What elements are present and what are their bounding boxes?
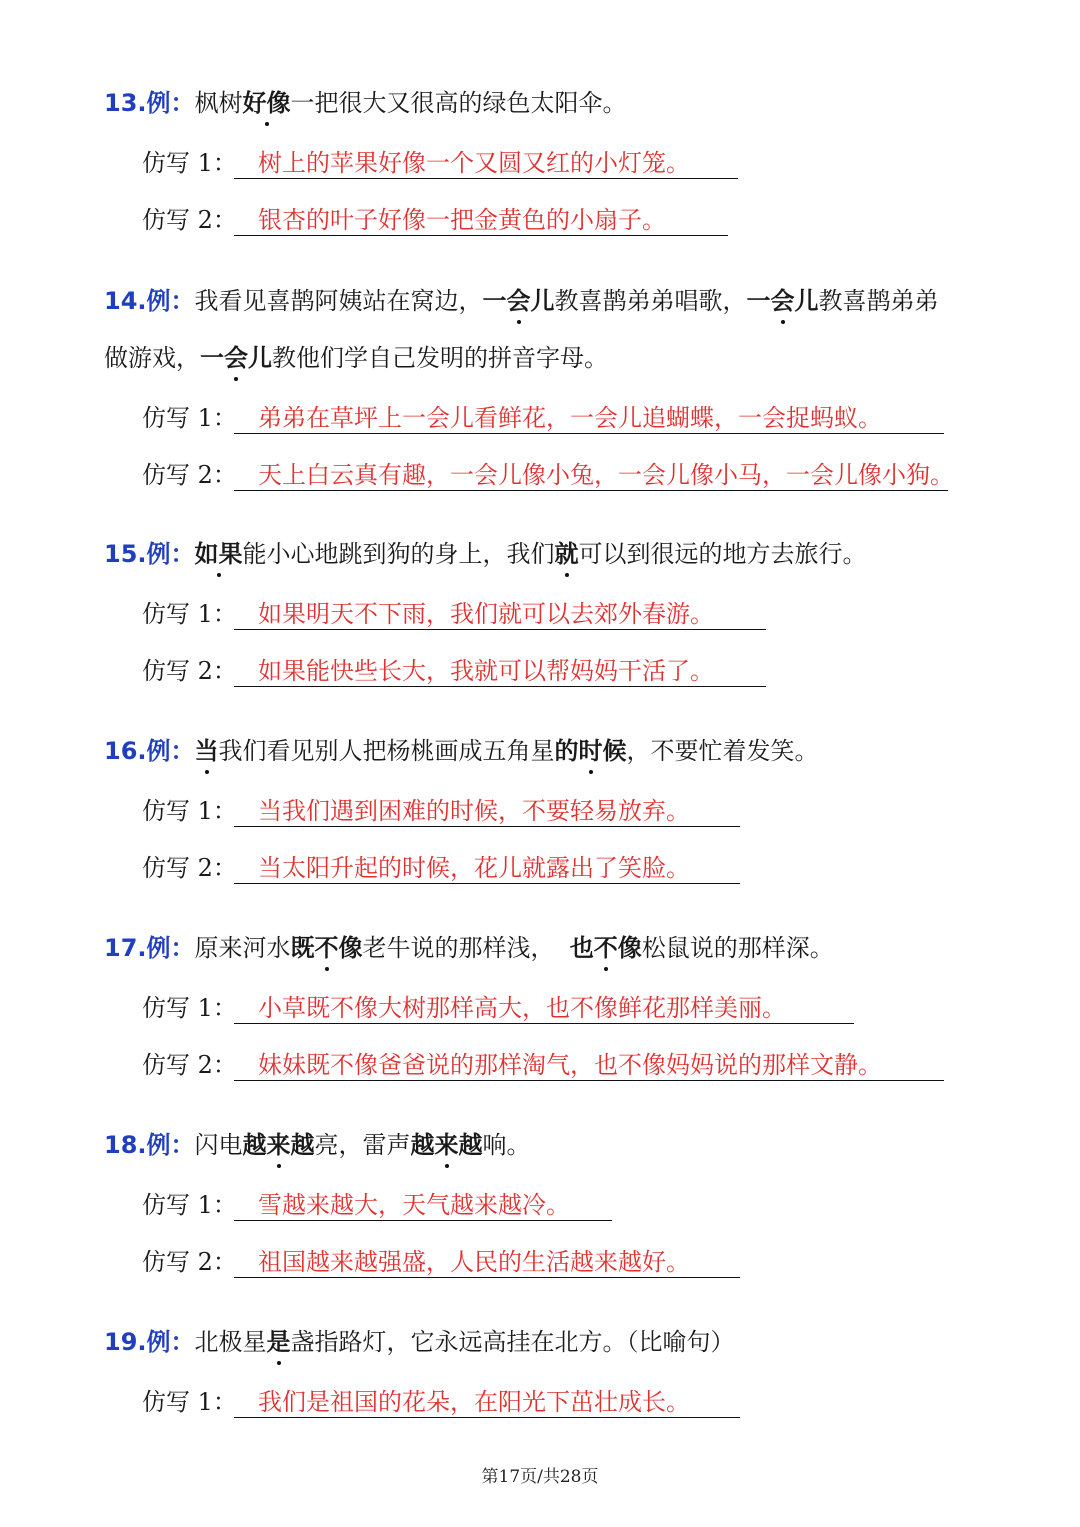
answer-text: 我们是祖国的花朵，在阳光下茁壮成长。 [234,1387,740,1418]
imitation-label: 仿写 1： [142,149,237,177]
imitation-label: 仿写 1： [142,797,237,825]
item-number: 15. [104,540,147,568]
keyword: 的时候 [555,734,627,768]
item-number: 18. [104,1131,147,1159]
answer-text: 树上的苹果好像一个又圆又红的小灯笼。 [234,148,738,179]
item-number: 19. [104,1328,147,1356]
item-number: 17. [104,934,147,962]
imitation-19-1 [142,1385,740,1419]
example-16 [104,734,819,768]
example-text: 教他们学自己发明的拼音字母。 [272,344,608,372]
example-text: 教喜鹊弟弟唱歌， [554,287,747,315]
example-text: 枫树 [194,89,243,117]
imitation-label: 仿写 2： [142,1248,237,1276]
imitation-label: 仿写 2： [142,1051,237,1079]
imitation-label: 仿写 1： [142,600,237,628]
example-text: 原来河水 [194,934,291,962]
example-label: 例： [146,1328,195,1356]
answer-text: 祖国越来越强盛，人民的生活越来越好。 [234,1247,740,1278]
imitation-label: 仿写 1： [142,994,237,1022]
example-13 [104,86,627,120]
answer-text: 雪越来越大，天气越来越冷。 [234,1190,612,1221]
imitation-17-2 [142,1048,944,1082]
example-label: 例： [146,934,195,962]
example-text: 响。 [482,1131,531,1159]
imitation-label: 仿写 2： [142,206,237,234]
answer-text: 如果能快些长大，我就可以帮妈妈干活了。 [234,656,766,687]
keyword: 越来越 [411,1128,483,1162]
example-label: 例： [146,89,195,117]
keyword: 一会儿 [200,341,272,375]
imitation-15-1 [142,597,766,631]
imitation-13-2 [142,203,728,237]
example-text: 我看见喜鹊阿姨站在窝边， [194,287,483,315]
imitation-label: 仿写 2： [142,657,237,685]
imitation-14-2 [142,458,954,492]
keyword: 好像 [243,86,291,120]
example-19 [104,1325,735,1359]
imitation-15-2 [142,654,766,688]
example-text: ，不要忙着发笑。 [626,737,819,765]
example-17 [104,931,834,965]
example-text: 北极星 [194,1328,267,1356]
imitation-label: 仿写 1： [142,1388,237,1416]
example-text: 闪电 [194,1131,243,1159]
answer-text: 当太阳升起的时候，花儿就露出了笑脸。 [234,853,740,884]
imitation-label: 仿写 1： [142,1191,237,1219]
example-text: 教喜鹊弟弟 [818,287,939,315]
example-text: 松鼠说的那样深。 [641,934,834,962]
example-18 [104,1128,531,1162]
answer-text: 妹妹既不像爸爸说的那样淘气，也不像妈妈说的那样文静。 [234,1050,944,1081]
example-text: 老牛说的那样浅， [362,934,570,962]
example-15 [104,537,867,571]
example-text: 亮，雷声 [314,1131,411,1159]
imitation-14-1 [142,401,944,435]
imitation-18-2 [142,1245,740,1279]
imitation-16-2 [142,851,740,885]
example-label: 例： [146,737,195,765]
example-text: 能小心地跳到狗的身上，我们 [242,540,555,568]
item-number: 13. [104,89,147,117]
example-14-continued [104,341,608,375]
item-number: 14. [104,287,147,315]
example-14 [104,284,939,318]
keyword: 一会儿 [483,284,555,318]
answer-text: 弟弟在草坪上一会儿看鲜花，一会儿追蝴蝶，一会捉蚂蚁。 [234,403,944,434]
example-label: 例： [146,540,195,568]
keyword: 也不像 [570,931,642,965]
keyword: 当 [195,734,219,768]
answer-text: 小草既不像大树那样高大，也不像鲜花那样美丽。 [234,993,854,1024]
keyword: 一会儿 [747,284,819,318]
imitation-16-1 [142,794,740,828]
answer-text: 天上白云真有趣，一会儿像小兔，一会儿像小马，一会儿像小狗。 [234,460,948,491]
example-text: 做游戏， [104,344,200,372]
page-footer: 第17页/共28页 [481,1467,599,1487]
imitation-17-1 [142,991,854,1025]
example-text: 盏指路灯，它永远高挂在北方。（比喻句） [290,1328,735,1356]
keyword: 是 [267,1325,291,1359]
imitation-13-1 [142,146,738,180]
imitation-label: 仿写 2： [142,461,237,489]
imitation-18-1 [142,1188,612,1222]
keyword: 就 [555,537,579,571]
item-number: 16. [104,737,147,765]
example-label: 例： [146,1131,195,1159]
example-label: 例： [146,287,195,315]
keyword: 越来越 [243,1128,315,1162]
example-text: 我们看见别人把杨桃画成五角星 [218,737,555,765]
example-text: 一把很大又很高的绿色太阳伞。 [290,89,627,117]
keyword: 如果 [195,537,243,571]
imitation-label: 仿写 1： [142,404,237,432]
answer-text: 当我们遇到困难的时候，不要轻易放弃。 [234,796,740,827]
imitation-label: 仿写 2： [142,854,237,882]
answer-text: 银杏的叶子好像一把金黄色的小扇子。 [234,205,728,236]
example-text: 可以到很远的地方去旅行。 [578,540,867,568]
answer-text: 如果明天不下雨，我们就可以去郊外春游。 [234,599,766,630]
keyword: 既不像 [291,931,363,965]
